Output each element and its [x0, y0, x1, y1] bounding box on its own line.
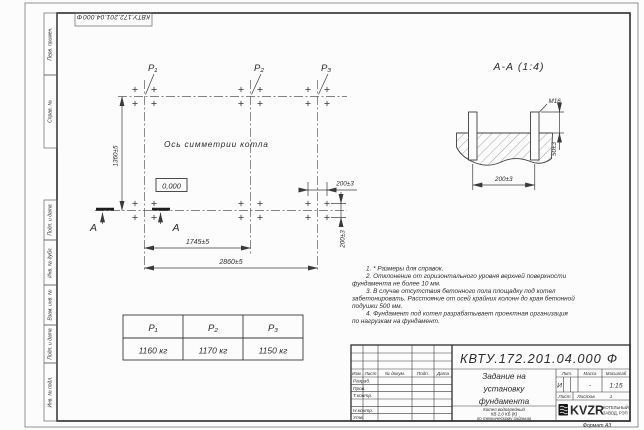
brand-logo-icon: [559, 404, 569, 416]
title-block-signatures: [351, 345, 452, 421]
dim-1360: 1360±5: [112, 145, 120, 167]
mass-value: -: [588, 382, 592, 390]
sign-label-razrab: Разраб.: [353, 379, 371, 385]
rev-header-izm: Изм.: [352, 370, 362, 376]
doc-number-top: КВТУ.172.201.04.000: [82, 13, 150, 20]
strip-label-perv-primen: Перв. примен.: [47, 27, 54, 61]
product-line3: по техническому заданию: [476, 415, 532, 421]
note-line: фундамента не более 10 мм.: [352, 280, 441, 288]
section-cut-marks: [89, 209, 180, 234]
rev-header-docum: № докум.: [384, 370, 406, 376]
mass-header: Масса: [583, 370, 597, 376]
section-letter-left: А: [89, 222, 98, 234]
sign-label-utv: Утв.: [353, 416, 364, 422]
note-line: по нагрузкам на фундамент.: [352, 318, 440, 325]
note-line: 2. Отклонение от горизонтального уровня верхней поверхности: [366, 273, 567, 280]
note-line: забетонировать. Расстояние от осей крайних колонн до края бетонной: [352, 295, 575, 303]
dim-2860: 2860±5: [219, 259, 243, 266]
symmetry-axis-label: Ось симметрии котла: [164, 139, 269, 149]
doc-number-main-suffix: Ф: [606, 351, 618, 366]
company-cell: [559, 404, 629, 418]
product-line1: Котел водогрейный: [483, 406, 525, 412]
technical-notes: [351, 265, 575, 326]
plan-dimensions: [113, 97, 358, 269]
sheets-value: 1: [609, 395, 613, 401]
strip-label-vzam-inv: Взам. инв. №: [47, 289, 54, 321]
doc-number-top-box: [75, 13, 152, 26]
sign-label-prov: Пров.: [353, 386, 366, 392]
note-line: 3. В случае отсутствия бетонного пола площадку под котел: [366, 288, 556, 295]
sheets-label: Листов: [577, 395, 595, 401]
load-table-value-p1: 1160 кг: [138, 345, 168, 356]
load-point-p2: P₂: [254, 63, 264, 74]
load-table-value-p2: 1170 кг: [198, 345, 228, 356]
load-table-header-p1: P₁: [148, 323, 158, 334]
lit-header: Лит.: [561, 370, 573, 376]
rev-header-podp: Подп.: [416, 370, 430, 376]
note-line: 4. Фундамент под котел разрабатывает проектная организация: [366, 310, 568, 318]
load-table-value-p3: 1150 кг: [258, 345, 288, 356]
title-block-doc-number: [452, 351, 630, 369]
foundation-plan-view: [89, 63, 357, 272]
load-point-p1: P₁: [148, 63, 158, 74]
scale-value: 1:15: [609, 382, 623, 390]
section-a-a-view: [457, 61, 565, 190]
strip-label-inv-dubl: Инв. № дубл.: [47, 247, 54, 278]
drawing-title-line3: фундамента: [478, 397, 530, 406]
strip-label-podp-data-2: Подп. и дата: [47, 328, 54, 360]
drawing-title-line2: установку: [483, 384, 525, 394]
elevation-value: 0,000: [162, 181, 181, 191]
bolt-thread-label: М16: [548, 98, 561, 105]
brand-desc-line1: КОТЕЛЬНЫЙ: [603, 405, 629, 410]
brand-desc-line2: ЗАВОД, РЭП: [603, 410, 628, 416]
load-table-header-p2: P₂: [208, 323, 218, 334]
rev-header-data: Дата: [436, 370, 450, 376]
drawing-title-line1: Задание на: [482, 372, 526, 381]
dim-200-section: 200±3: [495, 176, 513, 183]
format-label: Формат А3: [582, 422, 612, 429]
title-block-lit-mass-scale: [556, 369, 630, 400]
anchor-bolt-right: [531, 112, 540, 160]
product-line2: КВ-2,0 КБ (К): [490, 411, 518, 417]
load-table: [123, 315, 303, 360]
note-line: подушки 500 мм.: [352, 303, 403, 310]
anchor-bolt-left: [469, 112, 478, 160]
section-letter-right: А: [172, 222, 180, 234]
doc-number-top-suffix: Ф: [76, 13, 83, 20]
title-block-name: [452, 372, 556, 421]
doc-number-main: КВТУ.172.201.04.000: [460, 351, 602, 366]
title-block: [351, 345, 630, 421]
section-title: А-А (1:4): [493, 61, 545, 73]
dim-50-protrusion: 50±3: [551, 142, 558, 156]
sheet-label: Лист: [558, 395, 571, 401]
scale-header: Масштаб: [605, 370, 627, 376]
note-line: 1. * Размеры для справок.: [366, 265, 444, 273]
load-point-p3: P₃: [321, 63, 332, 74]
load-table-header-p3: P₃: [267, 323, 279, 334]
dim-200-horizontal: 200±3: [336, 180, 354, 188]
dim-1745: 1745±5: [185, 239, 210, 246]
strip-label-inv-podl: Инв. № подл.: [47, 376, 54, 408]
rev-header-list: Лист: [364, 370, 377, 376]
strip-label-sprav-n: Справ. №: [47, 100, 54, 123]
strip-label-podp-data-1: Подп. и дата: [47, 204, 54, 236]
lit-value: И: [557, 382, 562, 390]
elevation-mark: [156, 179, 187, 192]
left-margin-strips: [44, 13, 57, 421]
dim-200-vertical: 200±3: [339, 230, 347, 248]
sign-label-tkontr: Т.контр.: [353, 394, 373, 400]
anchor-bolt-marks: [132, 87, 329, 220]
brand-name: KVZR: [570, 403, 605, 418]
sign-label-nkontr: Н.контр.: [353, 408, 374, 414]
